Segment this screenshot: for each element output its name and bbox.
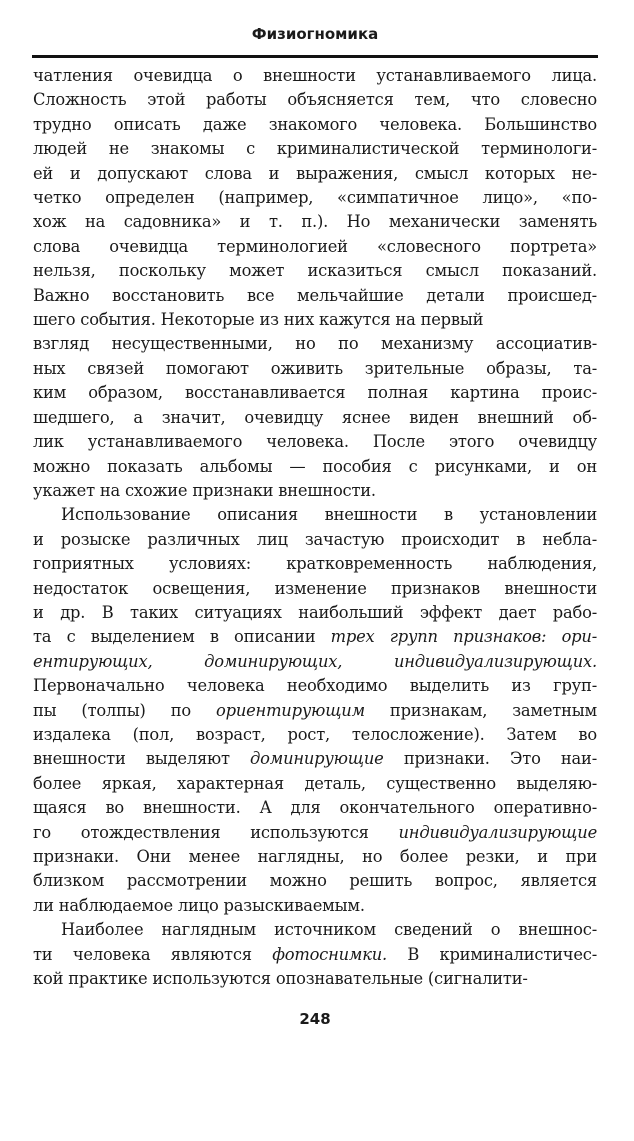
header-rule xyxy=(32,55,598,58)
running-header: Физиогномика xyxy=(251,25,379,43)
text-line: чатления очевидца о внешности устанавливаемого лица. xyxy=(33,66,597,85)
text-line: лик устанавливаемого человека. После этого очевидцу xyxy=(33,432,597,452)
text-line: нельзя, поскольку может исказиться смысл показаний. xyxy=(33,261,597,281)
text-line: Наиболее наглядным источником сведений о внешнос- xyxy=(61,920,597,940)
italic-term: трех групп признаков: ори- xyxy=(330,627,597,647)
text-line: издалека (пол, возраст, рост, телосложение). Затем во xyxy=(33,724,597,744)
italic-term: индивидуализирующие xyxy=(398,822,597,842)
text-run: внешности выделяют xyxy=(33,749,251,769)
text-line: шедшего, а значит, очевидцу яснее виден внешний об- xyxy=(33,407,597,427)
text-line: ей и допускают слова и выражения, смысл которых не- xyxy=(33,163,597,183)
text-line: хож на садовника» и т. п.). Но механически заменять xyxy=(33,212,597,232)
text-line: кой практике используются опознавательные (сигналити- xyxy=(33,969,528,989)
text-line: людей не знакомы с криминалистической терминологи- xyxy=(33,139,597,159)
text-line: ли наблюдаемое лицо разыскиваемым. xyxy=(33,895,365,915)
text-run: ти человека являются xyxy=(33,944,273,964)
paragraph-2 xyxy=(33,503,597,918)
text-line: Сложность этой работы объясняется тем, что словесно xyxy=(33,90,597,110)
text-line: недостаток освещения, изменение признаков внешности xyxy=(33,578,597,598)
italic-term: доминирующие xyxy=(250,749,384,769)
text-run: та с выделением в описании xyxy=(33,627,331,647)
text-run: признаки. Это наи- xyxy=(383,749,597,769)
italic-term: фотоснимки. xyxy=(272,944,387,964)
text-line: и розыске различных лиц зачастую происходит в небла- xyxy=(33,529,597,549)
text-line xyxy=(33,699,597,723)
text-line xyxy=(33,650,597,674)
text-run: пы (толпы) по xyxy=(33,700,216,720)
text-line xyxy=(33,747,597,771)
text-line: ных связей помогают оживить зрительные образы, та- xyxy=(33,358,597,378)
text-line: слова очевидца терминологией «словесного портрета» xyxy=(33,236,597,256)
text-line: можно показать альбомы — пособия с рисунками, и он xyxy=(33,456,597,476)
text-line: Важно восстановить все мельчайшие детали происшед- xyxy=(33,285,597,305)
text-line: гоприятных условиях: кратковременность наблюдения, xyxy=(33,554,597,574)
text-line: более яркая, характерная деталь, существенно выделяю- xyxy=(33,773,597,793)
text-line: щаяся во внешности. А для окончательного оперативно- xyxy=(33,798,597,818)
text-line: взгляд несущественными, но по механизму ассоциатив- xyxy=(33,334,597,354)
text-line: укажет на схожие признаки внешности. xyxy=(33,480,376,500)
text-line xyxy=(33,821,597,845)
text-line xyxy=(33,943,597,967)
text-line: шего события. Некоторые из них кажутся на первый xyxy=(33,310,484,330)
page-body xyxy=(33,64,597,991)
page-number: 248 xyxy=(299,1010,331,1028)
text-run: В криминалистичес- xyxy=(387,944,597,964)
text-line: признаки. Они менее наглядны, но более резки, и при xyxy=(33,847,597,866)
paragraph-3 xyxy=(33,918,597,991)
text-line: и др. В таких ситуациях наибольший эффект дает рабо- xyxy=(33,602,597,622)
text-line xyxy=(33,625,597,649)
text-line: Использование описания внешности в установлении xyxy=(61,505,597,525)
text-run: признакам, заметным xyxy=(364,700,597,720)
text-line: ким образом, восстанавливается полная картина проис- xyxy=(33,383,597,403)
text-line: четко определен (например, «симпатичное лицо», «по- xyxy=(33,188,597,208)
text-line: Первоначально человека необходимо выделить из груп- xyxy=(33,676,597,696)
text-run: го отождествления используются xyxy=(33,822,399,842)
text-line: близком рассмотрении можно решить вопрос, является xyxy=(33,871,597,891)
text-line: трудно описать даже знакомого человека. Большинство xyxy=(33,114,597,134)
italic-term: ентирующих, доминирующих, индивидуализирующих. xyxy=(33,651,597,671)
italic-term: ориентирующим xyxy=(216,700,365,720)
paragraph-1 xyxy=(33,64,597,503)
